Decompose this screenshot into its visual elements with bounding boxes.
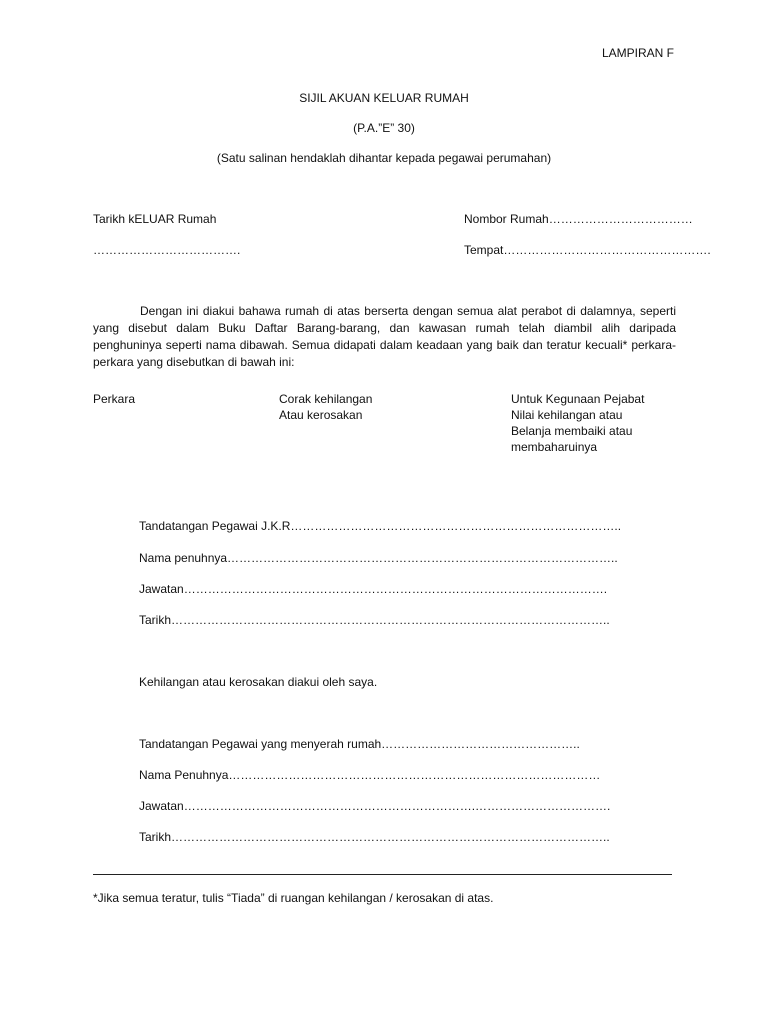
document-title: SIJIL AKUAN KELUAR RUMAH	[299, 91, 469, 105]
office-header-line: Belanja membaiki atau	[511, 424, 633, 438]
office-header-line: membaharuinya	[511, 440, 598, 454]
column-header-office	[511, 391, 644, 455]
office-header-line: Nilai kehilangan atau	[511, 408, 623, 422]
declaration-paragraph	[93, 303, 676, 371]
place-field: Tempat…………………………………………….	[464, 243, 711, 257]
column-header-item: Perkara	[93, 392, 136, 406]
move-out-date-blank: ……………………………….	[93, 243, 241, 257]
house-number-field: Nombor Rumah………………………………	[464, 212, 693, 226]
damage-header-line: Atau kerosakan	[279, 408, 363, 422]
jkr-position-line: Jawatan…………………………………………………………………………………………….	[139, 582, 608, 596]
handover-date-line: Tarikh………………………………………………………………………………………………..	[139, 830, 610, 844]
footnote-divider	[93, 874, 672, 875]
damage-header-line: Corak kehilangan	[279, 392, 373, 406]
copy-note: (Satu salinan hendaklah dihantar kepada pegawai perumahan)	[216, 151, 552, 165]
jkr-name-line: Nama penuhnya……………………………………………………………………………………..	[139, 551, 618, 565]
column-header-damage	[279, 391, 372, 423]
handover-signature-line: Tandatangan Pegawai yang menyerah rumah…………………………………………..	[139, 737, 580, 751]
office-header-line: Untuk Kegunaan Pejabat	[511, 392, 645, 406]
acknowledgement-text: Kehilangan atau kerosakan diakui oleh saya.	[139, 675, 378, 689]
jkr-date-line: Tarikh………………………………………………………………………………………………..	[139, 613, 610, 627]
jkr-signature-line: Tandatangan Pegawai J.K.R………………………………………………………………………..	[139, 519, 622, 533]
form-code: (P.A.”E” 30)	[353, 121, 415, 135]
declaration-text: Dengan ini diakui bahawa rumah di atas berserta dengan semua alat perabot di dalamnya, seperti yang disebut dalam Buku Daftar Barang-barang, dan kawasan rumah telah diambil alih daripada penghuninya seperti nama dibawah. Semua didapati dalam keadaan yang baik dan teratur kecuali* perkara-perkara yang disebutkan di bawah ini:	[93, 304, 676, 369]
footnote: *Jika semua teratur, tulis “Tiada” di ruangan kehilangan / kerosakan di atas.	[93, 891, 494, 905]
handover-position-line: Jawatan……………………………………………………………….…………………………….	[139, 799, 611, 813]
handover-name-line: Nama Penuhnya…………………………………………………………………………………	[139, 768, 601, 782]
annex-label: LAMPIRAN F	[601, 46, 674, 60]
move-out-date-label: Tarikh kELUAR Rumah	[93, 212, 217, 226]
